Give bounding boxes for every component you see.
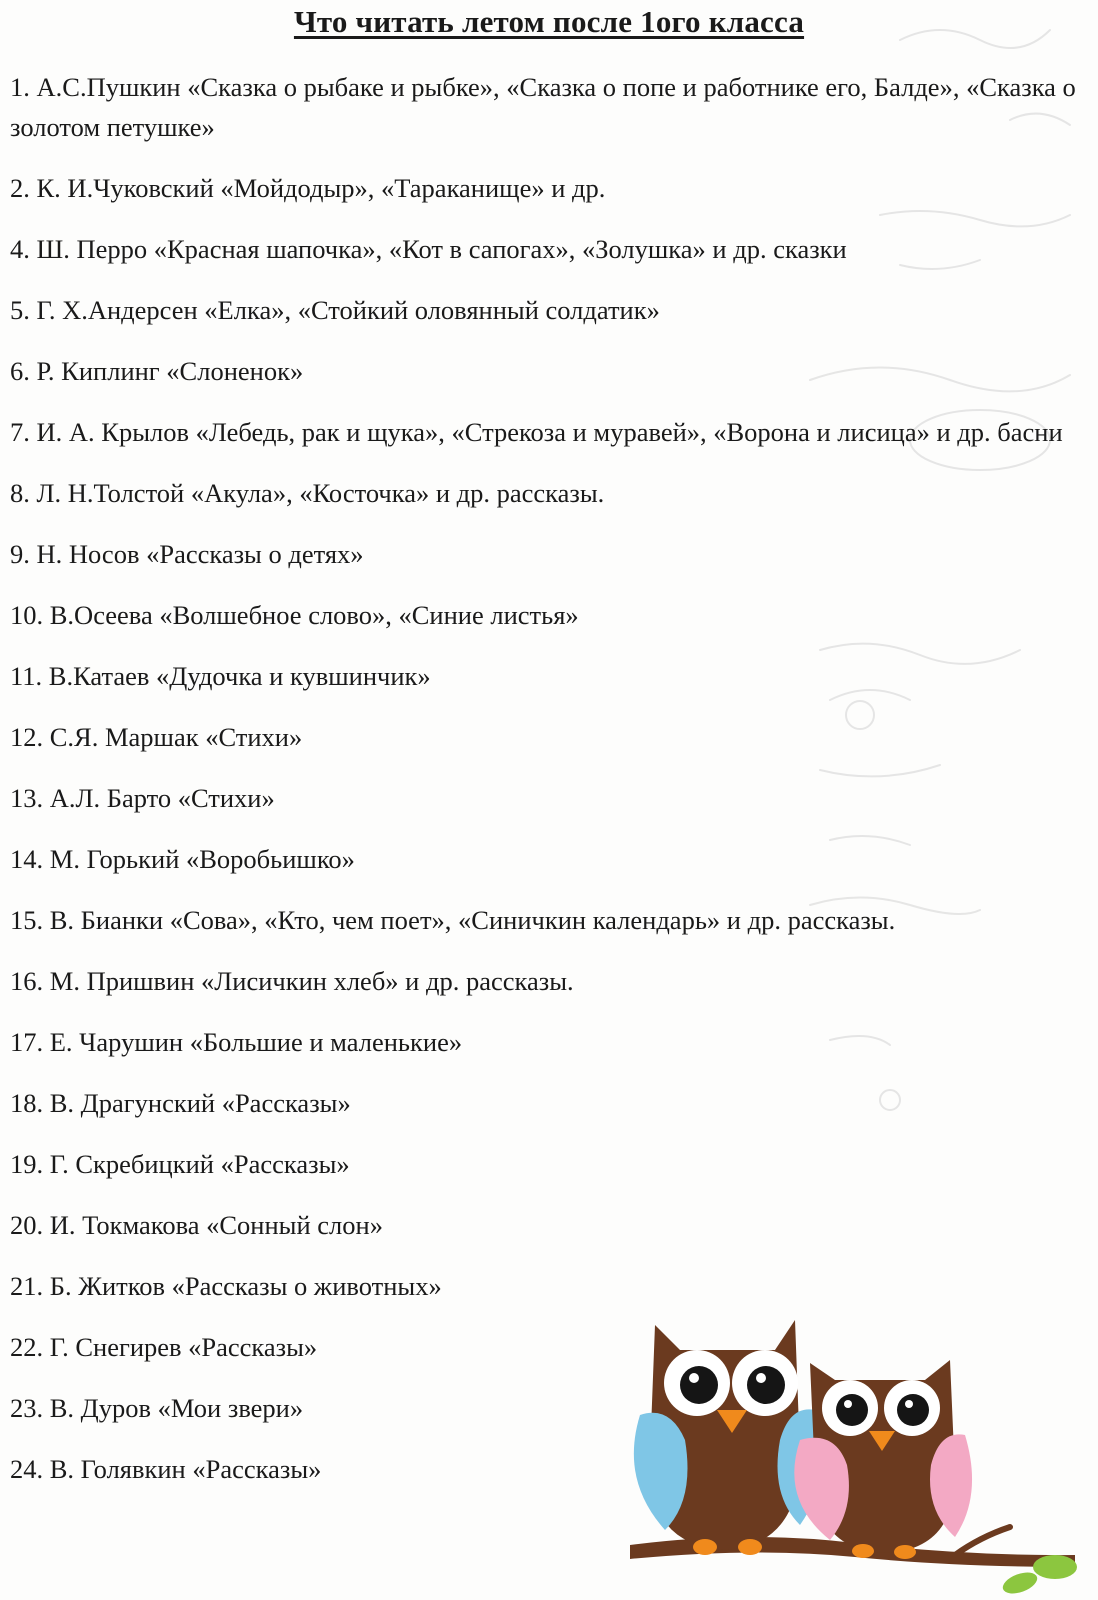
reading-list [10, 67, 1098, 1489]
list-item: 2. К. И.Чуковский «Мойдодыр», «Тараканище» и др. [10, 173, 606, 203]
list-item: 24. В. Голявкин «Рассказы» [10, 1454, 322, 1484]
list-item: 10. В.Осеева «Волшебное слово», «Синие листья» [10, 600, 579, 630]
leaf [1000, 1568, 1040, 1595]
owl-small [794, 1360, 972, 1559]
list-item: 23. В. Дуров «Мои звери» [10, 1393, 304, 1423]
list-item: 9. Н. Носов «Рассказы о детях» [10, 539, 364, 569]
list-item: 1. А.С.Пушкин «Сказка о рыбаке и рыбке», «Сказка о попе и работнике его, Балде», «Сказка о золотом петушке» [10, 72, 1076, 142]
list-item: 13. А.Л. Барто «Стихи» [10, 783, 275, 813]
list-item: 15. В. Бианки «Сова», «Кто, чем поет», «Синичкин календарь» и др. рассказы. [10, 905, 896, 935]
page-title: Что читать летом после 1ого класса [293, 4, 805, 39]
list-item: 8. Л. Н.Толстой «Акула», «Косточка» и др. рассказы. [10, 478, 605, 508]
owls-illustration [625, 1305, 1080, 1595]
owl-big [634, 1320, 822, 1555]
list-item: 7. И. А. Крылов «Лебедь, рак и щука», «Стрекоза и муравей», «Ворона и лисица» и др. басни [10, 417, 1063, 447]
list-item: 22. Г. Снегирев «Рассказы» [10, 1332, 318, 1362]
list-item: 5. Г. Х.Андерсен «Елка», «Стойкий оловянный солдатик» [10, 295, 660, 325]
list-item: 18. В. Драгунский «Рассказы» [10, 1088, 351, 1118]
list-item: 14. М. Горький «Воробьишко» [10, 844, 355, 874]
list-item: 11. В.Катаев «Дудочка и кувшинчик» [10, 661, 431, 691]
list-item: 17. Е. Чарушин «Большие и маленькие» [10, 1027, 463, 1057]
list-item: 4. Ш. Перро «Красная шапочка», «Кот в сапогах», «Золушка» и др. сказки [10, 234, 847, 264]
list-item: 6. Р. Киплинг «Слоненок» [10, 356, 304, 386]
list-item: 16. М. Пришвин «Лисичкин хлеб» и др. рассказы. [10, 966, 574, 996]
leaf [1033, 1555, 1077, 1579]
list-item: 21. Б. Житков «Рассказы о животных» [10, 1271, 442, 1301]
list-item: 19. Г. Скребицкий «Рассказы» [10, 1149, 350, 1179]
list-item: 20. И. Токмакова «Сонный слон» [10, 1210, 383, 1240]
list-item: 12. С.Я. Маршак «Стихи» [10, 722, 303, 752]
